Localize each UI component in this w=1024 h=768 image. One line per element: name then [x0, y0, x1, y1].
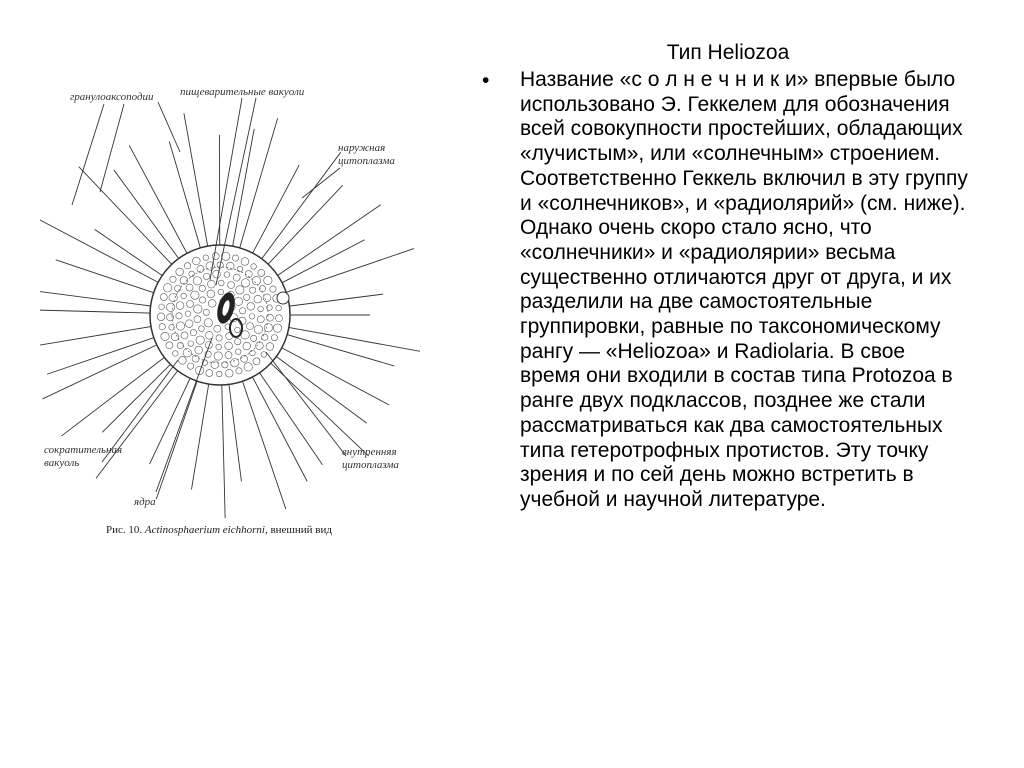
label-nuclei: ядра	[134, 496, 156, 508]
slide-title: Тип Heliozoa	[666, 41, 790, 64]
axopodium-ray	[40, 290, 161, 307]
axopodium-ray	[264, 356, 369, 456]
bullet-icon: •	[482, 69, 490, 92]
figure-caption	[106, 524, 332, 536]
axopodium-ray	[47, 334, 163, 374]
label-granuloaxopodia: гранулоаксоподии	[70, 91, 154, 103]
axopodium-ray	[40, 325, 161, 347]
axopodium-ray	[79, 167, 179, 272]
axopodium-ray	[248, 165, 299, 262]
axopodium-ray	[239, 372, 286, 509]
axopodium-ray	[273, 343, 389, 405]
label-contractile-vacuole: сократительная вакуоль	[44, 444, 123, 469]
bullet-item	[478, 68, 978, 513]
label-outer-cytoplasm: наружная цитоплазма	[338, 142, 395, 167]
axopodium-ray	[277, 249, 414, 296]
axopodium-ray	[222, 375, 226, 518]
axopodium-ray	[248, 368, 307, 481]
contractile-vacuole-bubble	[277, 292, 289, 304]
body-text: Название «с о л н е ч н и к и» впервые было использовано Э. Геккелем для обозначения всей совокупности простейших, обладающих «лучистым», или «солнечным» строением. Соответственно Геккель включил в эту группу и «солнечников», и «радиолярий» (см. ниже). Однако очень скоро стало ясно, что «солнечники» и «радиолярии» весьма существенно отличаются друг от друга, и их разделили на две самостоятельные группировки, равные по таксономическому рангу — «Heliozoa» и Radiolaria. В свое время они входили в состав типа Protozoa в ранге двух подклассов, позднее же стали рассматриваться как два самостоятельных типа гетеротрофных протистов. Эту точку зрения и по сей день можно встретить в учебной и научной литературе.	[520, 68, 968, 511]
axopodium-ray	[191, 374, 210, 489]
axopodium-ray	[40, 310, 160, 314]
caption-species: Actinosphaerium eichhorni,	[144, 524, 268, 536]
axopodium-ray	[40, 219, 167, 287]
axopodium-ray	[269, 205, 380, 281]
heliozoa-figure	[40, 80, 420, 550]
axopodium-ray	[280, 294, 384, 307]
axopodium-ray	[228, 375, 242, 482]
axopodium-ray	[150, 369, 195, 464]
text-column	[478, 40, 978, 513]
caption-prefix: Рис. 10.	[106, 524, 143, 536]
axopodium-ray	[268, 351, 366, 424]
axopodium-ray	[278, 332, 395, 366]
label-inner-cytoplasm: внутренняя цитоплазма	[342, 446, 399, 471]
caption-suffix: внешний вид	[270, 524, 332, 536]
axopodium-ray	[256, 152, 341, 267]
axopodium-ray	[169, 142, 203, 258]
label-digestive-vacuoles: пищеварительные вакуоли	[180, 86, 305, 98]
axopodium-ray	[114, 170, 185, 267]
